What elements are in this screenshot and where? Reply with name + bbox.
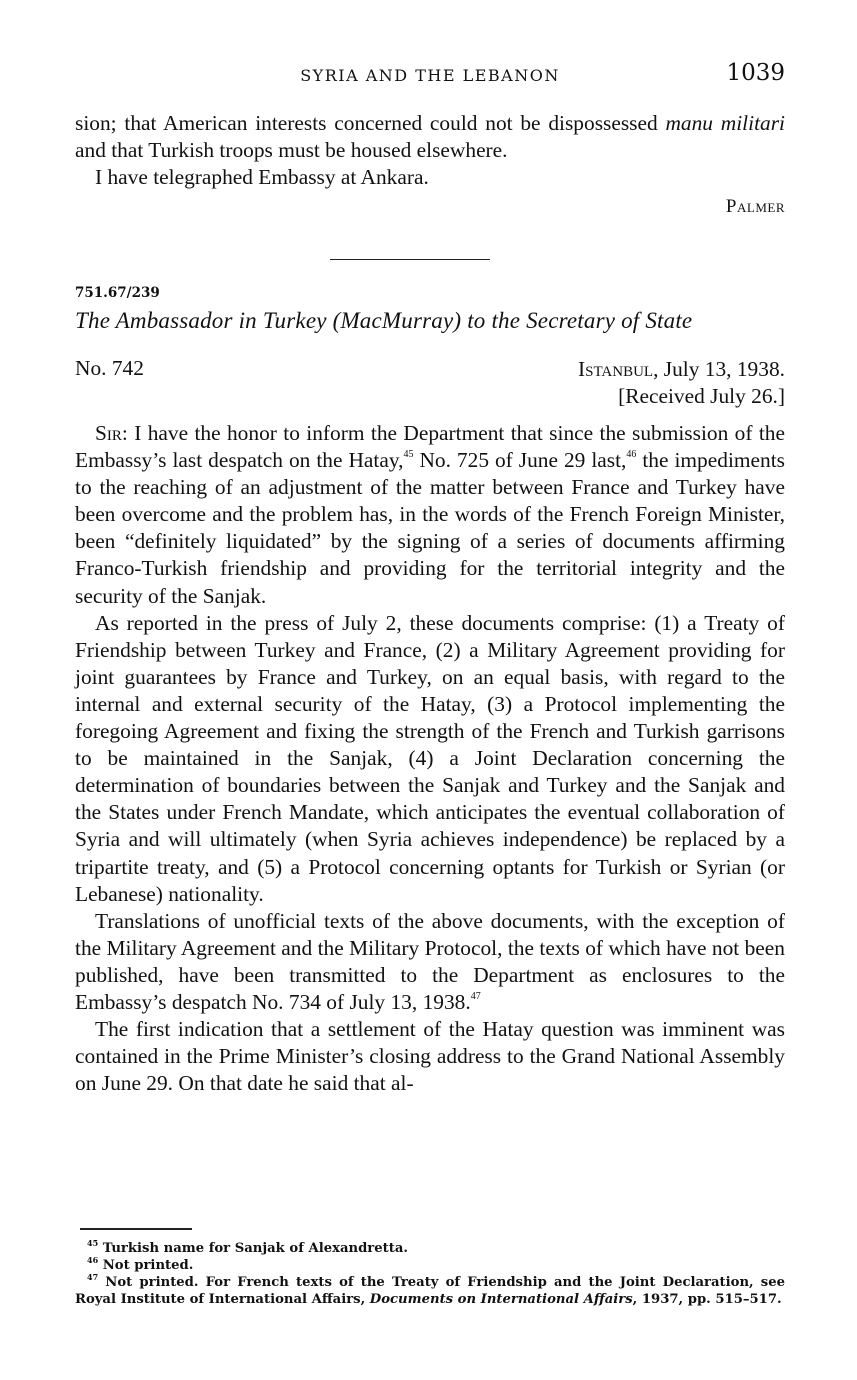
despatch-body — [75, 420, 785, 1097]
footnote-ref[interactable]: 46 — [626, 448, 637, 460]
footnote-mark: 45 — [87, 1237, 99, 1248]
latin-phrase: manu militari — [665, 111, 785, 135]
place-date — [578, 356, 785, 383]
text-run: : I have the honor to inform the Department that since the submission of the Embassy’s last despatch on the Hatay, — [75, 421, 785, 473]
running-title: SYRIA AND THE LEBANON — [300, 66, 560, 85]
footnote-ref[interactable]: 45 — [403, 448, 414, 460]
continuation-paragraph — [75, 110, 785, 164]
text-run: and that Turkish troops must be housed elsewhere. — [75, 138, 508, 163]
file-number: 751.67/239 — [75, 285, 160, 301]
text-run: sion; that American interests concerned could not be dispossessed — [75, 111, 666, 135]
place: Istanbul — [577, 357, 654, 381]
footnote — [75, 1271, 785, 1308]
footnote-ref[interactable]: 47 — [470, 990, 481, 1002]
previous-document-ending — [75, 110, 785, 191]
signature: Palmer — [725, 196, 785, 217]
text-run: the impediments to the reaching of an adjustment of the matter between France and Turkey have been overcome and the problem has, in the words of the French Foreign Minister, been “definitely liquidated” by the signing of a series of documents affirming Franco-Turkish friendship and providing for the territorial integrity and the security of the Sanjak. — [75, 448, 785, 608]
text-run: No. 725 of June 29 last, — [413, 448, 627, 473]
footnote-text: , 1937, pp. 515–517. — [632, 1292, 782, 1307]
body-paragraph: The first indication that a settlement of the Hatay question was imminent was contained in the Prime Minister’s closing address to the Grand National Assembly on June 29. On that date he said that al- — [75, 1017, 785, 1096]
footnote — [75, 1254, 785, 1274]
despatch-number: No. 742 — [75, 356, 144, 380]
salutation: Sir — [95, 421, 122, 445]
text-run: Translations of unofficial texts of the above documents, with the exception of the Military Agreement and the Military Protocol, the texts of which have not been published, have been transmitted to the Department as enclosures to the Embassy’s despatch No. 734 of July 13, 1938. — [75, 908, 785, 1014]
telegraph-paragraph: I have telegraphed Embassy at Ankara. — [95, 165, 429, 190]
title-text: ) to the Secretary of State — [453, 308, 693, 333]
footnote-text: Not printed. — [98, 1258, 194, 1273]
footnote-text: Turkish name for Sanjak of Alexandretta. — [98, 1241, 408, 1256]
page-number: 1039 — [726, 60, 785, 86]
title-name: MacMurray — [340, 308, 454, 333]
footnote-text: Not printed. For French texts of the Treaty of Friendship and the Joint Declaration, see Royal Institute of International Affairs, — [75, 1275, 785, 1307]
footnote-mark: 47 — [87, 1271, 99, 1282]
publication-title: Documents on International Affairs — [369, 1292, 633, 1307]
received-date: [Received July 26.] — [618, 384, 785, 408]
body-paragraph: As reported in the press of July 2, these documents comprise: (1) a Treaty of Friendship between Turkey and France, (2) a Military Agreement providing for joint guarantees by France and Turkey, on an equal basis, with regard to the internal and external security of the Hatay, (3) a Protocol implementing the foregoing Agreement and fixing the strength of the French and Turkish garrisons to be maintained in the Sanjak, (4) a Joint Declaration concerning the determination of boundaries between the Sanjak and Turkey and the Sanjak and the States under French Mandate, which anticipates the eventual collaboration of Syria and will ultimately (when Syria achieves independence) be replaced by a tripartite treaty, and (5) a Protocol concerning optants for Turkish or Syrian (or Lebanese) nationality. — [75, 610, 785, 906]
footnote-rule — [80, 1228, 192, 1230]
footnotes — [75, 1237, 785, 1308]
body-paragraph — [75, 420, 785, 610]
title-text: The Ambassador in Turkey ( — [75, 308, 341, 333]
dateline — [578, 356, 785, 410]
body-paragraph — [75, 908, 785, 1016]
page-header — [75, 60, 785, 94]
date: , July 13, 1938. — [653, 357, 785, 381]
footnote — [75, 1237, 785, 1257]
document-title — [75, 308, 785, 334]
section-divider — [330, 259, 490, 260]
footnote-mark: 46 — [87, 1254, 99, 1265]
